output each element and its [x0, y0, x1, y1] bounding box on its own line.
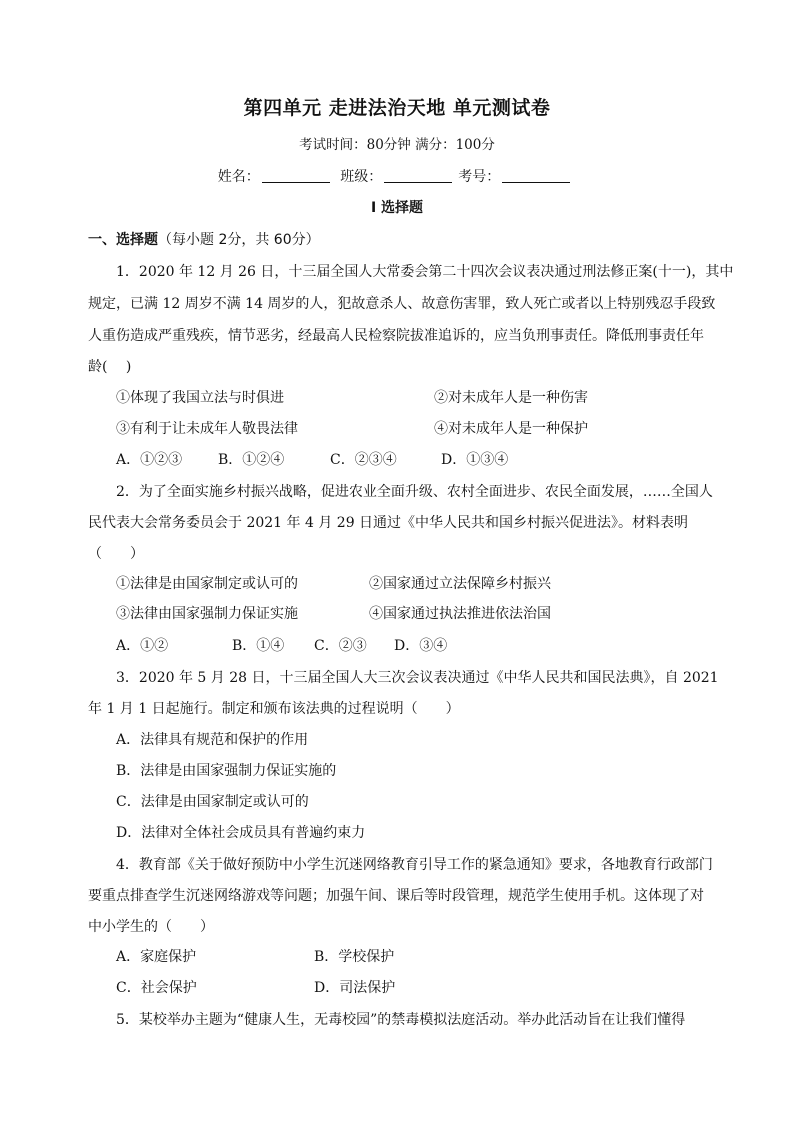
- q4-option-b: B．学校保护: [314, 949, 395, 965]
- q1-option-d: D．①③④: [441, 452, 509, 468]
- q1-statement-1: ①体现了我国立法与时俱进: [116, 390, 284, 406]
- q2-statement-2: ②国家通过立法保障乡村振兴: [369, 576, 551, 592]
- section-title: I 选择题: [370, 200, 424, 216]
- q3-line-1: 3．2020 年 5 月 28 日，十三届全国人大三次会议表决通过《中华人民共和国民法典》，自 2021: [116, 670, 719, 686]
- q3-option-a: A．法律具有规范和保护的作用: [116, 732, 309, 748]
- q1-statement-3: ③有利于让未成年人敬畏法律: [116, 421, 298, 437]
- q4-line-3: 中小学生的（ ）: [88, 919, 214, 935]
- part-title-note: （每小题 2分，共 60分）: [158, 232, 320, 248]
- exam-info: 考试时间：80分钟 满分：100分: [299, 137, 495, 153]
- q4-option-a: A．家庭保护: [116, 949, 197, 965]
- q3-option-d: D．法律对全体社会成员具有普遍约束力: [116, 825, 366, 841]
- q2-statement-1: ①法律是由国家制定或认可的: [116, 576, 298, 592]
- q4-option-d: D．司法保护: [314, 980, 396, 996]
- number-blank: [502, 168, 570, 183]
- q2-line-2: 民代表大会常务委员会于 2021 年 4 月 29 日通过《中华人民共和国乡村振兴促进法》。材料表明: [88, 515, 689, 531]
- q2-statement-4: ④国家通过执法推进依法治国: [369, 606, 551, 622]
- q2-line-1: 2．为了全面实施乡村振兴战略，促进农业全面升级、农村全面进步、农民全面发展，……全国人: [116, 484, 713, 500]
- q3-option-b: B．法律是由国家强制力保证实施的: [116, 763, 337, 779]
- q1-line-1: 1．2020 年 12 月 26 日，十三届全国人大常委会第二十四次会议表决通过刑法修正案(十一)，其中: [116, 264, 734, 280]
- class-label: 班级：: [340, 169, 383, 185]
- q1-statement-2: ②对未成年人是一种伤害: [434, 390, 588, 406]
- q2-option-c: C．②③: [314, 638, 367, 654]
- number-label: 考号：: [458, 169, 501, 185]
- q1-line-4: 龄( ): [88, 359, 132, 375]
- q1-option-a: A．①②③: [116, 452, 183, 468]
- q2-option-b: B．①④: [232, 638, 285, 654]
- class-blank: [384, 168, 452, 183]
- q1-line-2: 规定，已满 12 周岁不满 14 周岁的人，犯故意杀人、故意伤害罪，致人死亡或者以上特别残忍手段致: [88, 296, 716, 312]
- q2-statement-3: ③法律由国家强制力保证实施: [116, 606, 298, 622]
- name-blank: [262, 168, 330, 183]
- q1-option-c: C．②③④: [330, 452, 397, 468]
- exam-title: 第四单元 走进法治天地 单元测试卷: [243, 97, 551, 119]
- q3-option-c: C．法律是由国家制定或认可的: [116, 794, 309, 810]
- part-title: [88, 229, 320, 249]
- q1-line-3: 人重伤造成严重残疾，情节恶劣，经最高人民检察院拔准追诉的，应当负刑事责任。降低刑事责任年: [88, 328, 704, 344]
- name-label: 姓名：: [217, 169, 260, 185]
- q4-option-c: C．社会保护: [116, 980, 197, 996]
- q1-option-b: B．①②④: [218, 452, 285, 468]
- q4-line-1: 4．教育部《关于做好预防中小学生沉迷网络教育引导工作的紧急通知》要求，各地教育行政部门: [116, 857, 713, 873]
- q1-statement-4: ④对未成年人是一种保护: [434, 421, 588, 437]
- q2-option-a: A．①②: [116, 638, 169, 654]
- q5-line-1: 5．某校举办主题为“健康人生，无毒校园”的禁毒模拟法庭活动。举办此活动旨在让我们懂得: [116, 1012, 686, 1028]
- student-info-row: [0, 166, 794, 186]
- q2-line-3: （ ）: [88, 546, 144, 562]
- q3-line-2: 年 1 月 1 日起施行。制定和颁布该法典的过程说明（ ）: [88, 701, 460, 717]
- part-title-label: 一、选择题: [88, 232, 158, 248]
- q4-line-2: 要重点排查学生沉迷网络游戏等问题；加强午间、课后等时段管理，规范学生使用手机。这体现了对: [88, 888, 704, 904]
- q2-option-d: D．③④: [394, 638, 448, 654]
